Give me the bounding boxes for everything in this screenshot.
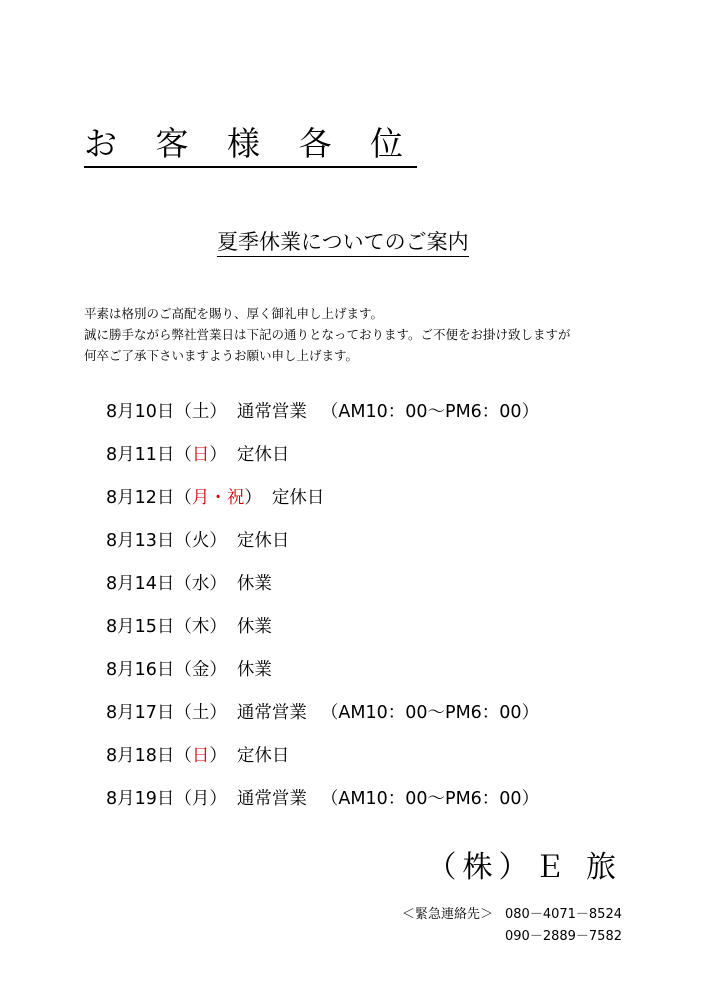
addressee-heading: お 客 様 各 位 bbox=[84, 124, 417, 168]
schedule-weekday: 火 bbox=[191, 531, 210, 551]
open-paren: （ bbox=[174, 488, 192, 508]
schedule-status: 通常営業 bbox=[236, 703, 307, 723]
open-paren: （ bbox=[174, 617, 192, 637]
schedule-date: 8月18日 bbox=[106, 746, 175, 766]
schedule-date: 8月14日 bbox=[106, 574, 175, 594]
contact-line bbox=[402, 926, 622, 948]
close-paren: ） bbox=[209, 531, 227, 551]
open-paren: （ bbox=[174, 445, 192, 465]
close-paren: ） bbox=[209, 402, 227, 422]
emergency-contact bbox=[402, 904, 622, 948]
schedule-hours: （AM10：00～PM6：00） bbox=[320, 789, 540, 809]
schedule-status: 休業 bbox=[236, 660, 272, 680]
schedule-status: 休業 bbox=[236, 617, 272, 637]
notice-title: 夏季休業についてのご案内 bbox=[217, 228, 469, 257]
schedule-date: 8月13日 bbox=[106, 531, 175, 551]
schedule-status: 定休日 bbox=[236, 746, 290, 766]
phone-number: 080－4071－8524 bbox=[505, 907, 622, 922]
intro-paragraph bbox=[84, 303, 571, 366]
open-paren: （ bbox=[174, 746, 192, 766]
open-paren: （ bbox=[174, 574, 192, 594]
close-paren: ） bbox=[209, 445, 227, 465]
schedule-row bbox=[106, 784, 539, 827]
open-paren: （ bbox=[174, 660, 192, 680]
schedule-weekday: 土 bbox=[191, 703, 210, 723]
schedule-row bbox=[106, 741, 539, 784]
schedule-date: 8月10日 bbox=[106, 402, 175, 422]
close-paren: ） bbox=[209, 789, 227, 809]
schedule-status: 定休日 bbox=[271, 488, 325, 508]
schedule-weekday: 月・祝 bbox=[191, 488, 245, 508]
schedule-weekday: 金 bbox=[191, 660, 210, 680]
phone-number: 090－2889－7582 bbox=[505, 929, 622, 944]
schedule-status: 休業 bbox=[236, 574, 272, 594]
schedule-weekday: 水 bbox=[191, 574, 210, 594]
open-paren: （ bbox=[174, 789, 192, 809]
close-paren: ） bbox=[209, 746, 227, 766]
schedule-row bbox=[106, 569, 539, 612]
close-paren: ） bbox=[209, 660, 227, 680]
business-schedule bbox=[106, 397, 539, 827]
close-paren: ） bbox=[209, 703, 227, 723]
intro-line: 誠に勝手ながら弊社営業日は下記の通りとなっております。ご不便をお掛け致しますが bbox=[84, 327, 571, 342]
schedule-status: 通常営業 bbox=[236, 789, 307, 809]
schedule-row bbox=[106, 440, 539, 483]
contact-label: ＜緊急連絡先＞ bbox=[402, 907, 494, 922]
close-paren: ） bbox=[209, 574, 227, 594]
open-paren: （ bbox=[174, 402, 192, 422]
schedule-row bbox=[106, 612, 539, 655]
schedule-date: 8月19日 bbox=[106, 789, 175, 809]
close-paren: ） bbox=[244, 488, 262, 508]
schedule-hours: （AM10：00～PM6：00） bbox=[320, 703, 540, 723]
schedule-status: 定休日 bbox=[236, 531, 290, 551]
close-paren: ） bbox=[209, 617, 227, 637]
schedule-date: 8月11日 bbox=[106, 445, 175, 465]
schedule-row bbox=[106, 655, 539, 698]
contact-line bbox=[402, 904, 622, 926]
schedule-weekday: 月 bbox=[191, 789, 210, 809]
schedule-row bbox=[106, 526, 539, 569]
schedule-status: 定休日 bbox=[236, 445, 290, 465]
schedule-date: 8月12日 bbox=[106, 488, 175, 508]
schedule-weekday: 木 bbox=[191, 617, 210, 637]
schedule-row bbox=[106, 698, 539, 741]
schedule-weekday: 土 bbox=[191, 402, 210, 422]
schedule-row bbox=[106, 397, 539, 440]
schedule-row bbox=[106, 483, 539, 526]
open-paren: （ bbox=[174, 531, 192, 551]
schedule-status: 通常営業 bbox=[236, 402, 307, 422]
schedule-hours: （AM10：00～PM6：00） bbox=[320, 402, 540, 422]
schedule-weekday: 日 bbox=[191, 746, 210, 766]
schedule-weekday: 日 bbox=[191, 445, 210, 465]
schedule-date: 8月15日 bbox=[106, 617, 175, 637]
open-paren: （ bbox=[174, 703, 192, 723]
schedule-date: 8月16日 bbox=[106, 660, 175, 680]
intro-line: 何卒ご了承下さいますようお願い申し上げます。 bbox=[84, 348, 359, 363]
schedule-date: 8月17日 bbox=[106, 703, 175, 723]
intro-line: 平素は格別のご高配を賜り、厚く御礼申し上げます。 bbox=[84, 306, 384, 321]
company-name: （株）Ｅ 旅 bbox=[426, 850, 622, 885]
